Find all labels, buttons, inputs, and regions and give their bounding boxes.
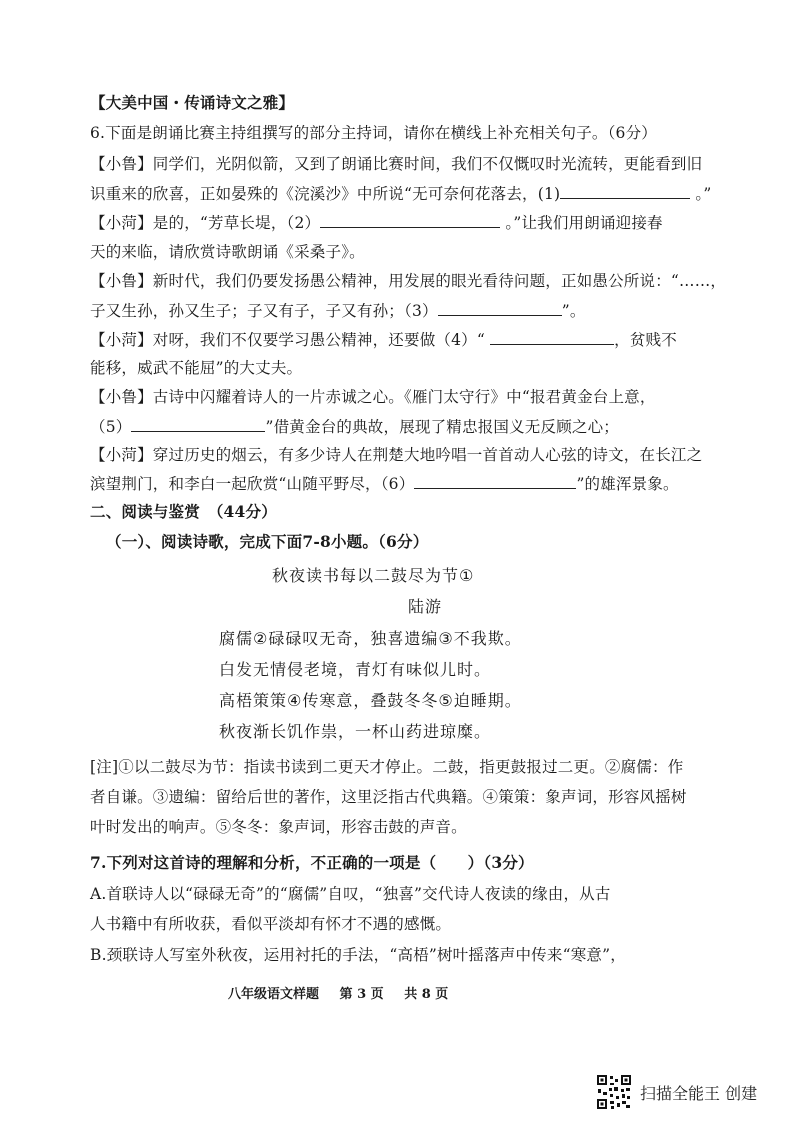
footer-total-pages: 共 8 页 <box>404 987 449 1002</box>
q6-line-7 <box>90 328 677 351</box>
scanner-watermark: 扫描全能王 创建 <box>640 1084 758 1103</box>
q6-line-1: 【小鲁】同学们，光阴似箭，又到了朗诵比赛时间，我们不仅慨叹时光流转，更能看到旧 <box>90 155 703 173</box>
answer-blank-4[interactable] <box>490 328 614 345</box>
answer-blank-6[interactable] <box>414 472 576 489</box>
q6-line-6-end: ”。 <box>561 302 586 320</box>
q6-line-4: 天的来临，请欣赏诗歌朗诵《采桑子》。 <box>90 243 365 261</box>
answer-blank-2[interactable] <box>320 211 500 228</box>
q6-line-7-text: 【小菏】对呀，我们不仅要学习愚公精神，还要做（4）“ <box>90 331 491 349</box>
poem-line-2: 白发无情侵老境，青灯有味似儿时。 <box>219 660 492 679</box>
q6-line-11: 【小菏】穿过历史的烟云，有多少诗人在荆楚大地吟唱一首首动人心弦的诗文，在长江之 <box>90 446 703 464</box>
note-line-1: [注]①以二鼓尽为节：指读书读到二更天才停止。二鼓，指更鼓报过二更。②腐儒：作 <box>90 758 684 776</box>
part2-heading: 二、阅读与鉴赏 （44分） <box>90 502 277 521</box>
q7-option-a-line-2: 人书籍中有所收获，看似平淡却有怀才不遇的感慨。 <box>90 915 452 933</box>
q6-line-7-end: ，贫贱不 <box>614 331 677 349</box>
poem-line-1: 腐儒②碌碌叹无奇，独喜遗编③不我欺。 <box>219 629 522 648</box>
answer-blank-5[interactable] <box>131 415 265 432</box>
footer-subject: 八年级语文样题 <box>228 987 320 1002</box>
qr-code-icon <box>596 1074 632 1110</box>
answer-blank-3[interactable] <box>438 299 562 316</box>
q7-option-a-line-1: A.首联诗人以“碌碌无奇”的“腐儒”自叹，“独喜”交代诗人夜读的缘由，从古 <box>90 885 611 903</box>
note-line-3: 叶时发出的响声。⑤冬冬：象声词，形容击鼓的声音。 <box>90 818 467 836</box>
poem-author: 陆游 <box>408 597 443 616</box>
q6-line-6-text: 子又生孙，孙又生子；子又有子，子又有孙；（3） <box>90 302 438 320</box>
q6-line-9: 【小鲁】古诗中闪耀着诗人的一片赤诚之心。《雁门太守行》中“报君黄金台上意， <box>90 388 656 406</box>
q7-prompt: 7.下列对这首诗的理解和分析，不正确的一项是（ ）（3分） <box>90 853 534 872</box>
poem-line-4: 秋夜渐长饥作祟，一杯山药进琼糜。 <box>219 722 492 741</box>
q6-line-5: 【小鲁】新时代，我们仍要发扬愚公精神，用发展的眼光看待问题，正如愚公所说：“……， <box>90 272 727 290</box>
q6-line-8: 能移，威武不能屈”的大丈夫。 <box>90 359 303 377</box>
q6-line-2-end: 。” <box>690 185 712 203</box>
q6-line-3 <box>90 211 663 234</box>
q6-prompt: 6.下面是朗诵比赛主持组撰写的部分主持词，请你在横线上补充相关句子。（6分） <box>90 124 658 142</box>
poem-line-3: 高梧策策④传寒意，叠鼓冬冬⑤迫睡期。 <box>219 691 522 710</box>
footer-page-number: 第 3 页 <box>339 987 384 1002</box>
q6-line-2 <box>90 182 712 205</box>
q6-line-12-text: 滨望荆门，和李白一起欣赏“山随平野尽，（6） <box>90 475 415 493</box>
q7-option-b-line-1: B.颈联诗人写室外秋夜，运用衬托的手法，“高梧”树叶摇落声中传来“寒意”， <box>90 946 626 964</box>
q6-line-3-end: 。”让我们用朗诵迎接春 <box>500 214 663 232</box>
q6-line-2-text: 识重来的欣喜，正如晏殊的《浣溪沙》中所说“无可奈何花落去，(1) <box>90 185 561 203</box>
q6-line-10-end: ”借黄金台的典故，展现了精忠报国义无反顾之心； <box>265 418 619 436</box>
page-footer <box>228 983 464 1002</box>
q6-line-10 <box>90 415 619 438</box>
q6-line-12 <box>90 472 679 495</box>
q6-line-12-end: ”的雄浑景象。 <box>576 475 679 493</box>
answer-blank-1[interactable] <box>560 182 690 199</box>
q6-line-10-text: （5） <box>90 418 132 436</box>
sub1-heading: （一）、阅读诗歌，完成下面7-8小题。（6分） <box>106 532 429 551</box>
section-header: 【大美中国・传诵诗文之雅】 <box>90 93 295 112</box>
q6-line-6 <box>90 299 586 322</box>
q6-line-3-text: 【小菏】是的，“芳草长堤，（2） <box>90 214 321 232</box>
note-line-2: 者自谦。③遗编：留给后世的著作，这里泛指古代典籍。④策策：象声词，形容风摇树 <box>90 788 687 806</box>
poem-title: 秋夜读书每以二鼓尽为节① <box>272 566 475 585</box>
